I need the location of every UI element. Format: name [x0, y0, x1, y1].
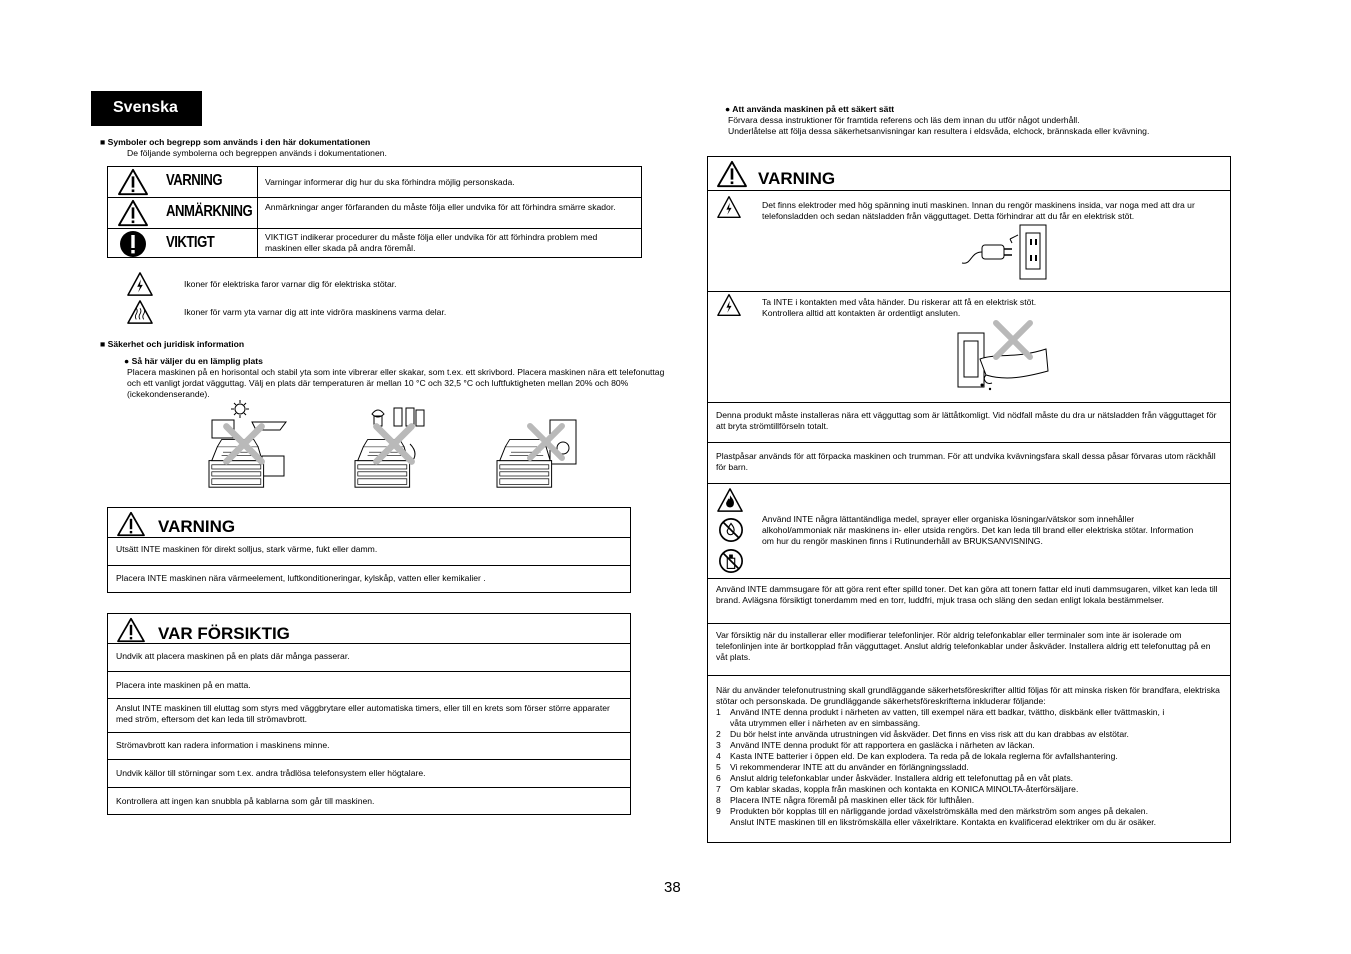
row-text: Kontrollera alltid att kontakten är ordentligt ansluten.: [762, 308, 961, 318]
wet-hand-plug-illustration: [956, 319, 1052, 391]
location-text: Placera maskinen på en horisontal och stabil yta som inte vibrerar eller skakar, som t.ex. ett skrivbord. Placera maskinen nära ett telefonuttag och ett vanligt jordat vägguttag. Välj en plats där temperaturen är mellan 10 °C och 32,5 °C och luftfuktigheten mellan 20% och 80% (ickekondenserande).: [127, 367, 665, 399]
phone-safety-list: [716, 707, 1222, 828]
item-text: Om kablar skadas, koppla från maskinen och kontakta en KONICA MINOLTA-återförsäljare.: [730, 784, 1079, 794]
warning-row: Utsätt INTE maskinen för direkt solljus, stark värme, fukt eller damm.: [108, 537, 630, 565]
phone-safety-item: [716, 729, 1222, 740]
warning-triangle-icon: [117, 199, 149, 227]
no-flammable-icon: [718, 517, 744, 543]
symbol-table: [107, 166, 642, 258]
item-number: 9: [716, 806, 721, 816]
term-desc: Anmärkningar anger förfaranden du måste följa eller undvika för att förhindra smärre skador.: [265, 202, 616, 212]
electric-hazard-icon: [716, 293, 742, 317]
important-exclamation-icon: [119, 230, 147, 258]
caution-row: Undvik att placera maskinen på en plats där många passerar.: [108, 643, 630, 671]
location-heading: ● Så här väljer du en lämplig plats: [124, 356, 263, 366]
term-label: ANMÄRKNING: [166, 203, 253, 220]
phone-safety-intro: När du använder telefonutrustning skall grundläggande säkerhetsföreskrifter alltid följas för att minska risken för brandfara, elektriska stötar och personskada. De grundläggande säkerhetsföreskrifterna inkluderar följande:: [716, 685, 1220, 706]
item-text: Använd INTE denna produkt för att rapportera en gasläcka i närheten av läckan.: [730, 740, 1035, 750]
phone-safety-item: [716, 784, 1222, 795]
warning-row-toner: Använd INTE dammsugare för att göra rent efter spilld toner. Det kan göra att tonern fattar eld inuti dammsugaren, vilket kan leda till brand. Avlägsna försiktigt tonerdamm med en torr, luddfri, mjuk trasa och släng den sedan enligt lokala bestämmelser.: [708, 578, 1230, 623]
caution-row: Undvik källor till störningar som t.ex. andra trådlösa telefonsystem eller högtalare.: [108, 759, 630, 787]
right-warning-title: VARNING: [758, 169, 836, 188]
item-text: Anslut aldrig telefonkablar under åskväder. Installera aldrig ett telefonuttag på en våt plats.: [730, 773, 1074, 783]
warning-triangle-icon: [116, 511, 146, 537]
electric-hazard-icon: [716, 195, 742, 219]
symbols-heading: ■ Symboler och begrepp som används i den här dokumentationen: [100, 137, 371, 147]
term-desc: VIKTIGT indikerar procedurer du måste följa eller undvika för att förhindra problem med maskinen eller skada på andra föremål.: [265, 232, 598, 253]
item-number: 8: [716, 795, 721, 805]
no-spray-icon: [718, 548, 744, 574]
caution-title: VAR FÖRSIKTIG: [158, 624, 290, 643]
page-number: 38: [664, 879, 681, 896]
caution-row: Anslut INTE maskinen till eluttag som styrs med väggbrytare eller automatiska timers, eller till en krets som förser större apparater med ström, eftersom det kan leda till strömavbrott.: [108, 698, 630, 732]
symbols-intro: De följande symbolerna och begreppen används i dokumentationen.: [127, 148, 387, 158]
fire-hazard-icon: [716, 487, 744, 513]
caution-row: Placera inte maskinen på en matta.: [108, 671, 630, 698]
warning-row-phone-safety: [708, 675, 1230, 842]
row-text: Använd INTE några lättantändliga medel, sprayer eller organiska lösningar/vätskor som innehåller alkohol/ammoniak när maskinens in- eller utsida rengörs. Det kan leda till brand eller elektriska stötar. Information om hur du rengör maskinen finns i Rutinunderhåll av BRUKSANVISNING.: [762, 514, 1194, 546]
caution-row: Strömavbrott kan radera information i maskinens minne.: [108, 732, 630, 759]
illustration-sun-heat: [200, 400, 295, 496]
warning-row-electrodes: [708, 190, 1230, 291]
symbol-row-important: [108, 228, 641, 257]
item-number: 4: [716, 751, 721, 761]
item-text: Använd INTE denna produkt i närheten av vatten, till exempel nära ett badkar, tvättho, diskbänk eller tvättmaskin, i: [730, 707, 1165, 717]
warning-row-phone-lines: Var försiktig när du installerar eller modifierar telefonlinjer. Rör aldrig telefonkablar eller terminaler som inte är isolerade om telefonlinjen inte är bortkopplad från vägguttaget. Anslut aldrig telefonkablar under åskväder. Installera aldrig ett telefonuttag på en våt plats.: [708, 623, 1230, 675]
illustration-ac-unit: [490, 416, 582, 496]
item-text: Vi rekommenderar INTE att du använder en förlängningssladd.: [730, 762, 969, 772]
term-label: VARNING: [166, 172, 223, 189]
hot-surface-icon: [126, 299, 154, 325]
term-desc: Varningar informerar dig hur du ska förhindra möjlig personskada.: [265, 177, 515, 187]
item-number: 2: [716, 729, 721, 739]
term-label: VIKTIGT: [166, 234, 215, 251]
safe-use-line1: Förvara dessa instruktioner för framtida referens och läs dem innan du utför något underhåll.: [728, 115, 1080, 125]
warning-row-flammable: [708, 483, 1230, 578]
item-text: Placera INTE några föremål på maskinen eller täck för lufthålen.: [730, 795, 975, 805]
safe-use-line2: Underlåtelse att följa dessa säkerhetsanvisningar kan resultera i eldsvåda, elchock, brännskada eller kvävning.: [728, 126, 1150, 136]
left-warning-box: [107, 507, 631, 593]
row-text: Det finns elektroder med hög spänning inuti maskinen. Innan du rengör maskinens insida, var noga med att dra ur telefonsladden och sedan nätsladden från vägguttaget. Detta förhindrar att du får en elektrisk stöt.: [762, 200, 1195, 221]
phone-safety-item: [716, 707, 1222, 718]
item-number: 3: [716, 740, 721, 750]
safe-use-heading: ● Att använda maskinen på ett säkert sätt: [725, 104, 895, 114]
electric-icon-note: Ikoner för elektriska faror varnar dig för elektriska stötar.: [184, 279, 397, 289]
caution-row: Kontrollera att ingen kan snubbla på kablarna som går till maskinen.: [108, 787, 630, 814]
warning-row-wet-hands: [708, 291, 1230, 402]
right-warning-box: [707, 156, 1231, 843]
item-text: Du bör helst inte använda utrustningen vid åskväder. Det finns en viss risk att du kan drabbas av elstötar.: [730, 729, 1129, 739]
row-text: Ta INTE i kontakten med våta händer. Du riskerar att få en elektrisk stöt.: [762, 297, 1037, 307]
item-text: Produkten bör kopplas till en närliggande jordad växelströmskälla med den märkström som anges på dekalen.: [730, 806, 1148, 816]
warning-row: Placera INTE maskinen nära värmeelement, luftkonditioneringar, kylskåp, vatten eller kemikalier .: [108, 565, 630, 593]
phone-safety-item: [716, 762, 1222, 773]
item-number: 1: [716, 707, 721, 717]
warning-row-plastic-bags: Plastpåsar används för att förpacka maskinen och trumman. För att undvika kvävningsfara skall dessa påsar förvaras utom räckhåll för barn.: [708, 442, 1230, 483]
item-text: Kasta INTE batterier i öppen eld. De kan explodera. Ta reda på de lokala reglerna för avfallshantering.: [730, 751, 1118, 761]
item-number: 6: [716, 773, 721, 783]
warning-triangle-icon: [117, 168, 149, 196]
warning-triangle-icon: [116, 617, 146, 643]
phone-safety-item: [716, 806, 1222, 817]
illustration-water-plants: [348, 404, 438, 496]
phone-safety-item: [716, 751, 1222, 762]
phone-safety-item: [716, 740, 1222, 751]
symbol-row-warning: [108, 167, 641, 197]
warning-triangle-icon: [716, 160, 748, 188]
item-continuation: våta utrymmen eller i närheten av en simbassäng.: [730, 718, 921, 728]
item-number: 5: [716, 762, 721, 772]
warning-title: VARNING: [158, 517, 236, 536]
unplug-illustration: [960, 223, 1050, 283]
hot-icon-note: Ikoner för varm yta varnar dig att inte vidröra maskinens varma delar.: [184, 307, 447, 317]
safety-heading: ■ Säkerhet och juridisk information: [100, 339, 245, 349]
phone-safety-item: [716, 795, 1222, 806]
phone-safety-item: [716, 773, 1222, 784]
section-tab: Svenska: [91, 91, 202, 126]
left-caution-box: [107, 613, 631, 815]
item-number: 7: [716, 784, 721, 794]
warning-row-outlet: Denna produkt måste installeras nära ett vägguttag som är lättåtkomligt. Vid nödfall måste du dra ur nätsladden från vägguttaget för att bryta strömtillförseln totalt.: [708, 402, 1230, 442]
symbol-row-note: [108, 197, 641, 228]
electric-hazard-icon: [126, 271, 154, 297]
item-continuation: Anslut INTE maskinen till en likströmskälla eller växelriktare. Kontakta en kvalificerad elektriker om du är osäker.: [730, 817, 1157, 827]
